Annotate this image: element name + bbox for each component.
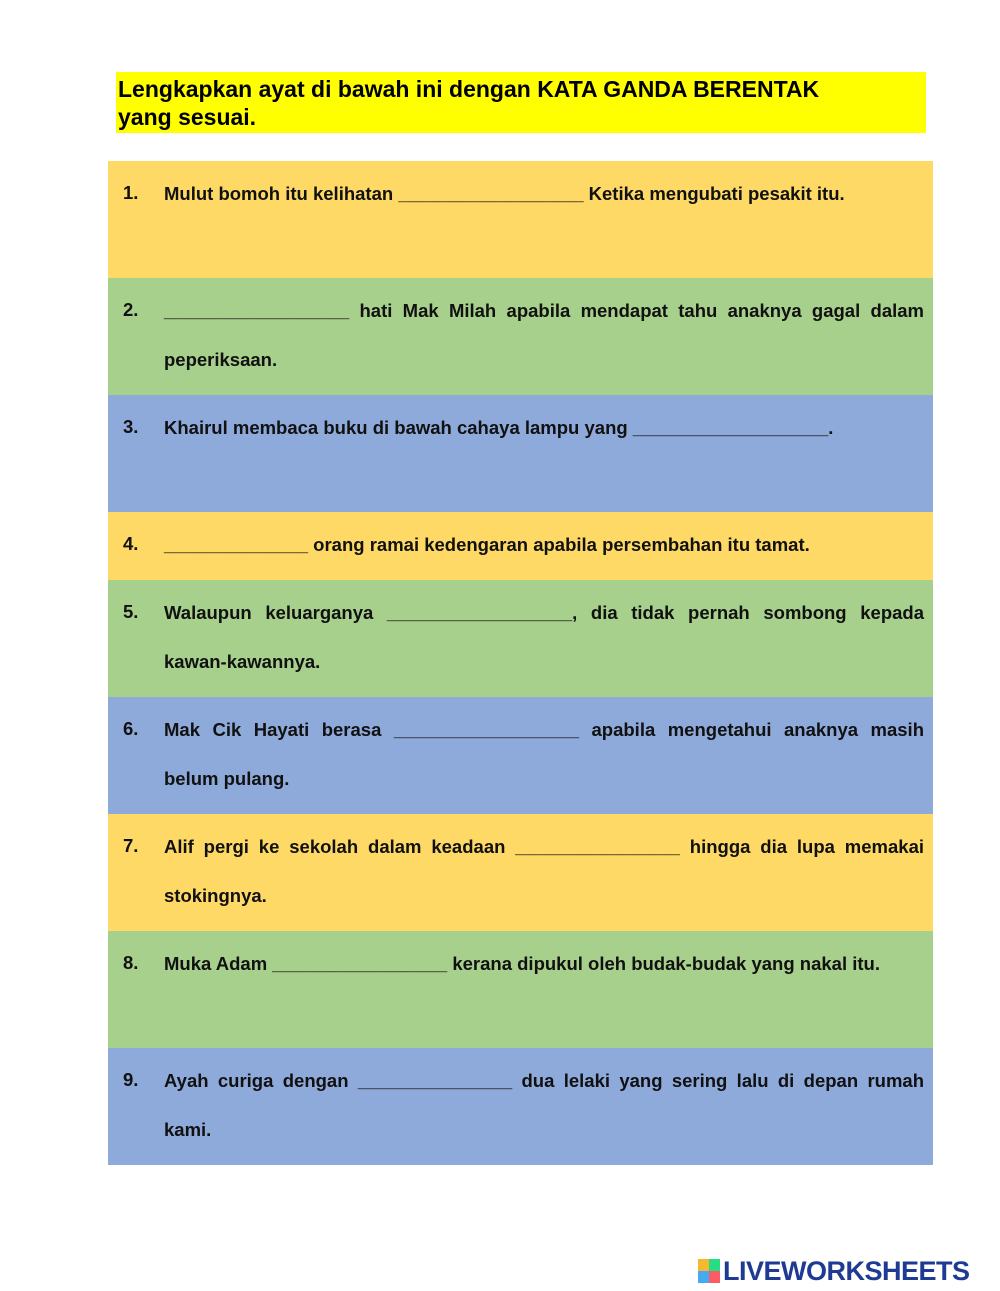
logo-square-e: [709, 1271, 720, 1283]
question-row-1: [108, 161, 933, 278]
question-text: Mulut bomoh itu kelihatan __________________ Ketika mengubati pesakit itu.: [164, 183, 845, 204]
question-text: Muka Adam _________________ kerana dipukul oleh budak-budak yang nakal itu.: [164, 953, 880, 974]
liveworksheets-logo: [698, 1256, 970, 1286]
logo-wordmark: LIVEWORKSHEETS: [723, 1255, 970, 1286]
question-text: Alif pergi ke sekolah dalam keadaan ________________ hingga dia lupa memakai stokingnya.: [164, 836, 924, 906]
logo-square-i: [709, 1259, 720, 1271]
question-text: Walaupun keluarganya __________________, dia tidak pernah sombong kepada kawan-kawannya.: [164, 602, 924, 672]
question-text: ______________ orang ramai kedengaran apabila persembahan itu tamat.: [164, 534, 810, 555]
question-number: 9.: [123, 1069, 139, 1090]
instruction-banner: [116, 72, 926, 133]
question-row-3: [108, 395, 933, 512]
question-row-2: [108, 278, 933, 395]
logo-square-v: [698, 1271, 709, 1283]
question-row-5: [108, 580, 933, 697]
question-number: 2.: [123, 299, 139, 320]
liveworksheets-logo-mark-icon: [698, 1259, 720, 1283]
question-number: 1.: [123, 182, 139, 203]
question-text: __________________ hati Mak Milah apabila mendapat tahu anaknya gagal dalam peperiksaan.: [164, 300, 924, 370]
question-text: Ayah curiga dengan _______________ dua lelaki yang sering lalu di depan rumah kami.: [164, 1070, 924, 1140]
question-number: 6.: [123, 718, 139, 739]
question-row-9: [108, 1048, 933, 1165]
question-number: 4.: [123, 533, 139, 554]
question-number: 7.: [123, 835, 139, 856]
instruction-line-2: yang sesuai.: [118, 104, 257, 130]
question-number: 5.: [123, 601, 139, 622]
question-row-7: [108, 814, 933, 931]
logo-square-l: [698, 1259, 709, 1271]
question-row-4: [108, 512, 933, 580]
question-row-6: [108, 697, 933, 814]
question-text: Khairul membaca buku di bawah cahaya lampu yang ___________________.: [164, 417, 834, 438]
question-row-8: [108, 931, 933, 1048]
question-text: Mak Cik Hayati berasa __________________ apabila mengetahui anaknya masih belum pulang.: [164, 719, 924, 789]
question-table: [108, 161, 933, 1165]
instruction-line-1: Lengkapkan ayat di bawah ini dengan KATA GANDA BERENTAK: [118, 76, 820, 102]
question-number: 8.: [123, 952, 139, 973]
question-number: 3.: [123, 416, 139, 437]
